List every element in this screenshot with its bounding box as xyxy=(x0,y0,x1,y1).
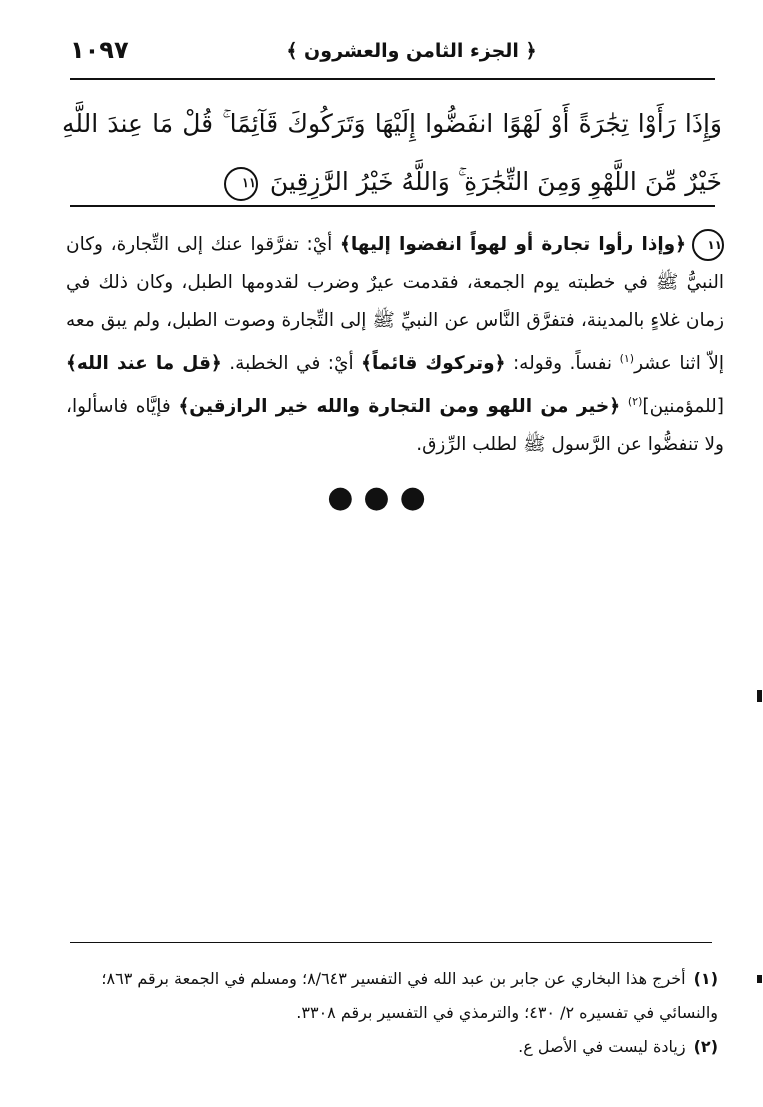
header-rule xyxy=(70,78,715,80)
section-separator: ●●● xyxy=(327,480,436,515)
quote-1: ﴿وإذا رأوا تجارة أو لهواً انفضوا إليها﴾ xyxy=(339,234,686,255)
commentary-text-3: أيْ: في الخطبة. xyxy=(221,353,362,375)
commentary-ayah-number: ١١ xyxy=(692,229,724,261)
ayah-number-marker: ١١ xyxy=(224,167,258,201)
footnote-ref-1[interactable]: (١) xyxy=(619,352,635,365)
quran-verse-line-2: وَاللَّهُ خَيْرُ الرَّٰزِقِينَ xyxy=(269,167,450,196)
verse-divider-rule xyxy=(70,205,715,207)
quran-verse-block xyxy=(62,95,722,211)
page-number: ١٠٩٧ xyxy=(70,36,129,64)
quote-4: ﴿خير من اللهو ومن التجارة والله خير الرازقين﴾ xyxy=(178,396,621,418)
footnote-number: (١) xyxy=(693,969,718,988)
quran-verse-line-1: وَإِذَا رَأَوْا تِجَٰرَةً أَوْ لَهْوًا انفَضُّوا إِلَيْهَا وَتَرَكُوكَ قَآئِمًا ۚ قُلْ مَا عِندَ اللَّهِ خَيْرٌ مِّنَ اللَّهْوِ وَمِنَ التِّجَٰرَةِ ۚ xyxy=(62,109,722,196)
commentary-text-1: أيْ: تفرَّقوا عنك إلى التِّجارة، وكان النبيُّ ﷺ في خطبته يوم الجمعة، فقدمت عيرٌ وضرب لقدومها الطبل، وكان ذلك في زمان غلاءٍ بالمدينة، فتفرَّق النَّاس عن النبيِّ ﷺ إلى التِّجارة وصوت الطبل، ولم يبق معه إلاّ اثنا عشر xyxy=(66,234,725,375)
footnote-text: زيادة ليست في الأصل ع. xyxy=(518,1037,686,1056)
commentary-text-5 xyxy=(620,396,628,417)
commentary-text-6: فإيَّاه فاسألوا، ولا تنفضُّوا عن الرَّسول ﷺ لطلب الرِّزق. xyxy=(66,396,724,456)
quote-3: ﴿قل ما عند الله﴾ xyxy=(66,353,222,375)
commentary-text-2: نفساً. وقوله: xyxy=(505,353,620,375)
footnotes xyxy=(70,962,718,1064)
running-title: ﴿ الجزء الثامن والعشرون ﴾ xyxy=(286,40,537,62)
footnote-number: (٢) xyxy=(693,1037,718,1056)
footnote-rule xyxy=(70,942,712,943)
footnote-2 xyxy=(70,1030,718,1064)
footnote-text: أخرج هذا البخاري عن جابر بن عبد الله في التفسير ٨/٦٤٣؛ ومسلم في الجمعة برقم ٨٦٣؛ والنسائي في تفسيره ٢/ ٤٣٠؛ والترمذي في التفسير برقم ٣٣٠٨. xyxy=(101,969,718,1022)
commentary-text-4: [للمؤمنين] xyxy=(642,396,724,418)
scan-edge-mark xyxy=(757,975,762,983)
footnote-ref-2[interactable]: (٢) xyxy=(627,395,643,409)
commentary-paragraph xyxy=(66,226,724,464)
quote-2: ﴿وتركوك قائماً﴾ xyxy=(361,353,506,375)
footnote-1 xyxy=(70,962,718,1030)
scan-edge-mark xyxy=(757,690,762,702)
